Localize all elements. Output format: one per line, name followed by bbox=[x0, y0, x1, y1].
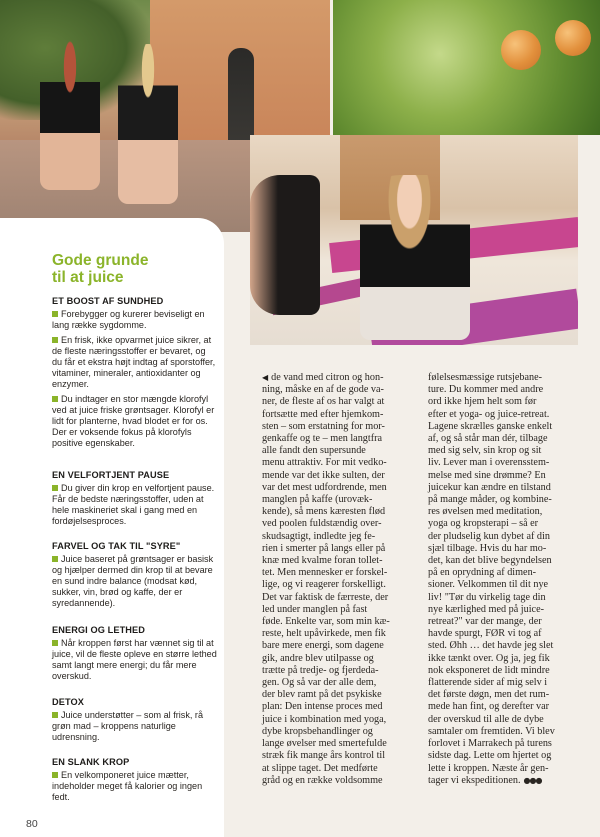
article-line bbox=[262, 701, 414, 713]
article-line-text: på en oprydning af dimen- bbox=[428, 567, 537, 579]
article-line bbox=[428, 616, 580, 628]
article-line-text: havde spurgt, FØR vi tog af bbox=[428, 628, 542, 640]
article-line bbox=[262, 433, 414, 445]
article-line bbox=[428, 689, 580, 701]
article-line bbox=[262, 470, 414, 482]
article-line-text: samtaler om fremtiden. Vi blev bbox=[428, 725, 555, 737]
section-paragraph bbox=[52, 710, 218, 743]
article-line-text: retreat?" var der mange, der bbox=[428, 616, 542, 628]
article-line-text: plan: Den intense proces med bbox=[262, 701, 383, 713]
article-line-text: var det mest udfordrende, men bbox=[262, 481, 387, 493]
orange-fruit bbox=[555, 20, 591, 56]
article-line-text: på mange måder, og kombine- bbox=[428, 494, 552, 506]
article-line bbox=[428, 750, 580, 762]
article-line-text: føde. Enkelte var, som min kæ- bbox=[262, 616, 390, 628]
article-line-text: liv. Lever man i overensstem- bbox=[428, 457, 550, 469]
article-line-text: lange øvelser med smertefulde bbox=[262, 738, 387, 750]
sidebar-section-slank bbox=[52, 757, 218, 807]
article-line bbox=[262, 494, 414, 506]
article-line-text: nok eksponeret de lidt mindre bbox=[428, 664, 550, 676]
article-line-text: gik, andre blev utilpasse og bbox=[262, 652, 374, 664]
article-line-text: dybe kropsbehandlinger og bbox=[262, 725, 373, 737]
article-line bbox=[262, 592, 414, 604]
section-paragraph bbox=[52, 394, 218, 449]
article-line bbox=[262, 640, 414, 652]
article-line bbox=[428, 714, 580, 726]
bullet-square-icon bbox=[52, 556, 58, 562]
article-line-text: følelsesmæssige rutsjebane- bbox=[428, 372, 543, 383]
article-line-text: nye kærlighed med på juice- bbox=[428, 603, 544, 615]
article-line-text: ord ikke hjem helt som før bbox=[428, 396, 537, 408]
sidebar-section-syre bbox=[52, 541, 218, 613]
article-line-text: der pludselig kun dybet af din bbox=[428, 530, 550, 542]
article-line bbox=[262, 763, 414, 775]
article-line bbox=[428, 665, 580, 677]
yoga-photo bbox=[250, 135, 578, 345]
sidebar-section-boost bbox=[52, 296, 218, 453]
sidebar-section-pause bbox=[52, 470, 218, 531]
paragraph-text: Du indtager en stor mængde klorofyl ved at juice friske grøntsager. Klorofyl er lidt for planterne, hvad blodet er for os. Der er voksende fokus på klorofyls positive egenskaber. bbox=[52, 394, 215, 448]
article-line bbox=[262, 482, 414, 494]
article-line-text: ning, måske en af de gode va- bbox=[262, 384, 384, 396]
article-line-text: yoga og kropsterapi – så er bbox=[428, 518, 539, 530]
article-line-text: gen. Og så var der alle dem, bbox=[262, 677, 377, 689]
article-line-text: med sig selv, sin krop og sit bbox=[428, 445, 542, 457]
article-column-2 bbox=[428, 372, 580, 787]
article-line bbox=[262, 579, 414, 591]
article-line-text: reste, helt upåvirkede, men fik bbox=[262, 628, 386, 640]
article-line bbox=[428, 384, 580, 396]
article-line bbox=[428, 555, 580, 567]
article-line bbox=[428, 409, 580, 421]
yoga-participant bbox=[360, 175, 470, 340]
article-line bbox=[428, 494, 580, 506]
article-line bbox=[428, 763, 580, 775]
sidebar-heading-line: Gode grunde bbox=[52, 252, 149, 269]
article-line bbox=[262, 604, 414, 616]
section-paragraph bbox=[52, 554, 218, 609]
section-paragraph bbox=[52, 770, 218, 803]
article-line-text: rien i smerter på langs eller på bbox=[262, 542, 386, 554]
article-line-text: ikke tænkt over. Og ja, jeg fik bbox=[428, 652, 550, 664]
article-line-text: sted. Øhh … det havde jeg slet bbox=[428, 640, 554, 652]
article-line-text: genkaffe og te – men langtfra bbox=[262, 433, 383, 445]
article-line bbox=[428, 726, 580, 738]
article-line-text: led under manglen på fast bbox=[262, 603, 368, 615]
article-line bbox=[428, 433, 580, 445]
article-line bbox=[428, 518, 580, 530]
sidebar-section-energi bbox=[52, 625, 218, 686]
article-line-text: liv! "Tør du virkelig tage din bbox=[428, 591, 546, 603]
article-line bbox=[428, 421, 580, 433]
orange-fruit bbox=[501, 30, 541, 70]
section-paragraph bbox=[52, 335, 218, 390]
article-line-text: bare mere energi, som dagene bbox=[262, 640, 384, 652]
bullet-square-icon bbox=[52, 396, 58, 402]
article-line bbox=[262, 384, 414, 396]
article-line-text: skudsagtigt, indledte jeg fe- bbox=[262, 530, 376, 542]
article-line-text: ner, de fleste af os har valgt at bbox=[262, 396, 385, 408]
article-line bbox=[262, 531, 414, 543]
article-line-text: sjæl tilbage. Hvis du har mo- bbox=[428, 542, 547, 554]
section-title: ET BOOST AF SUNDHED bbox=[52, 296, 164, 306]
continuation-arrow-icon: ◀ bbox=[262, 373, 269, 382]
paragraph-text: Du giver din krop en velfortjent pause. Får de bedste næringsstoffer, uden at hele maskineriet skal i gang med en fordøjelsesproces. bbox=[52, 483, 215, 526]
article-line bbox=[428, 543, 580, 555]
article-line bbox=[428, 567, 580, 579]
article-line-text: manglen på kaffe (urovæk- bbox=[262, 494, 373, 506]
woman-blonde bbox=[118, 44, 178, 204]
page-number: 80 bbox=[26, 818, 38, 830]
yoga-participant bbox=[250, 175, 320, 315]
article-line-text: menu attraktiv. For mit vedko- bbox=[262, 457, 387, 469]
article-line bbox=[428, 628, 580, 640]
article-line-text: trætte på tredje- og fjerdeda- bbox=[262, 664, 379, 676]
article-line bbox=[428, 775, 580, 787]
article-line bbox=[262, 616, 414, 628]
end-of-article-icon: ●●● bbox=[523, 775, 542, 785]
article-line bbox=[262, 665, 414, 677]
article-line-text: alle fandt den supersunde bbox=[262, 445, 366, 457]
article-line-text: fortsætte med efter hjemkom- bbox=[262, 408, 384, 420]
article-line bbox=[262, 738, 414, 750]
article-line-text: der overskud til alle de dybe bbox=[428, 713, 544, 725]
article-line-text: juice i kombination med yoga, bbox=[262, 713, 387, 725]
article-line bbox=[262, 677, 414, 689]
section-title: DETOX bbox=[52, 697, 84, 707]
section-title: EN VELFORTJENT PAUSE bbox=[52, 470, 170, 480]
article-line bbox=[428, 604, 580, 616]
section-paragraph bbox=[52, 638, 218, 682]
article-line-text: der blev ramt på det psykiske bbox=[262, 689, 382, 701]
article-line-text: lette i kroppen. Næste år gen- bbox=[428, 762, 549, 774]
article-line bbox=[428, 445, 580, 457]
article-line-text: sten – som erstatning for mor- bbox=[262, 420, 385, 432]
article-line bbox=[262, 555, 414, 567]
article-line bbox=[262, 506, 414, 518]
article-line-text: det første døgn, men det rum- bbox=[428, 689, 550, 701]
article-line bbox=[428, 457, 580, 469]
article-line bbox=[262, 689, 414, 701]
section-paragraph bbox=[52, 483, 218, 527]
bullet-square-icon bbox=[52, 772, 58, 778]
article-line bbox=[262, 775, 414, 787]
article-line bbox=[262, 396, 414, 408]
paragraph-text: Juice understøtter – som al frisk, rå grøn mad – kroppens naturlige udrensning. bbox=[52, 710, 204, 742]
article-line-text: ved poolen fuldstændig over- bbox=[262, 518, 382, 530]
article-line-text: mede han fint, og derefter var bbox=[428, 701, 550, 713]
article-line-text: melse med sine drømme? En bbox=[428, 469, 546, 481]
article-line bbox=[428, 653, 580, 665]
paragraph-text: Når kroppen først har vænnet sig til at juice, vil de fleste opleve en større lethed samt langt mere energi; du får mere overskud. bbox=[52, 638, 217, 681]
article-line bbox=[262, 750, 414, 762]
article-line bbox=[428, 372, 580, 384]
article-line bbox=[262, 567, 414, 579]
paragraph-text: En frisk, ikke opvarmet juice sikrer, at de fleste næringsstoffer er bevaret, og du får et ekstra højt indtag af sporstoffer, vitaminer, mineraler, antioxidanter og enzymer. bbox=[52, 335, 216, 389]
article-line-text: juicekur kan ændre en tilstand bbox=[428, 481, 551, 493]
bullet-square-icon bbox=[52, 640, 58, 646]
section-title: EN SLANK KROP bbox=[52, 757, 130, 767]
article-line-text: gråd og en række voldsomme bbox=[262, 774, 383, 786]
article-line-text: efter et yoga- og juice-retreat. bbox=[428, 408, 550, 420]
section-title: ENERGI OG LETHED bbox=[52, 625, 145, 635]
article-line bbox=[428, 640, 580, 652]
orange-tree-photo bbox=[333, 0, 600, 135]
article-line-text: flatterende sider af mig selv i bbox=[428, 677, 548, 689]
article-line bbox=[262, 726, 414, 738]
article-line bbox=[262, 628, 414, 640]
article-line-text: at slippe taget. Det medførte bbox=[262, 762, 378, 774]
article-line bbox=[262, 653, 414, 665]
bullet-square-icon bbox=[52, 337, 58, 343]
article-column-1 bbox=[262, 372, 414, 787]
section-title: FARVEL OG TAK TIL "SYRE" bbox=[52, 541, 181, 551]
article-line-text: tager vi ekspeditionen. bbox=[428, 774, 521, 786]
article-line bbox=[262, 372, 414, 384]
article-line bbox=[262, 457, 414, 469]
article-line bbox=[262, 714, 414, 726]
bullet-square-icon bbox=[52, 712, 58, 718]
article-line-text: Det var faktisk de færreste, der bbox=[262, 591, 389, 603]
bullet-square-icon bbox=[52, 485, 58, 491]
article-line-text: knæ med kvalme foran tollet- bbox=[262, 555, 383, 567]
article-line-text: tet. Men mennesker er forskel- bbox=[262, 567, 388, 579]
article-line bbox=[428, 738, 580, 750]
article-line-text: sioner. Velkommen til dit nye bbox=[428, 579, 549, 591]
article-line-text: ture. Du kommer med andre bbox=[428, 384, 544, 396]
article-line-text: sidste dag. Lette om hjertet og bbox=[428, 750, 552, 762]
article-line-text: res øvelsen med meditation, bbox=[428, 506, 543, 518]
article-line bbox=[262, 421, 414, 433]
article-line bbox=[428, 506, 580, 518]
article-line bbox=[428, 531, 580, 543]
article-line bbox=[262, 518, 414, 530]
article-line-text: kende), så mens kæresten flød bbox=[262, 506, 386, 518]
sidebar-section-detox bbox=[52, 697, 218, 747]
article-line bbox=[262, 409, 414, 421]
article-line bbox=[428, 579, 580, 591]
woman-redhead bbox=[40, 40, 100, 190]
article-line-text: forlovet i Marrakech på turens bbox=[428, 738, 552, 750]
article-line-text: de vand med citron og hon- bbox=[271, 372, 384, 383]
article-line-text: mende var det ikke sulten, der bbox=[262, 469, 385, 481]
article-line bbox=[428, 470, 580, 482]
section-paragraph bbox=[52, 309, 218, 331]
sidebar-heading-line: til at juice bbox=[52, 269, 124, 286]
article-line-text: det, kan det blive begyndelsen bbox=[428, 555, 552, 567]
article-line bbox=[262, 445, 414, 457]
article-line-text: af, og så står man dér, tilbage bbox=[428, 433, 548, 445]
article-line bbox=[428, 482, 580, 494]
article-line bbox=[428, 701, 580, 713]
sidebar-heading bbox=[52, 252, 222, 286]
article-line-text: Lagene skrælles ganske enkelt bbox=[428, 420, 553, 432]
bullet-square-icon bbox=[52, 311, 58, 317]
paragraph-text: En velkomponeret juice mætter, indeholder meget få kalorier og ingen fedt. bbox=[52, 770, 203, 802]
article-line bbox=[428, 592, 580, 604]
paragraph-text: Forebygger og kurerer beviseligt en lang række sygdomme. bbox=[52, 309, 205, 330]
article-line bbox=[428, 396, 580, 408]
article-line bbox=[262, 543, 414, 555]
paragraph-text: Juice baseret på grøntsager er basisk og hjælper dermed din krop til at bevare en sund indre balance (modsat kød, sukker, vin, brød og kaffe, der er syredannende). bbox=[52, 554, 214, 608]
article-line-text: stræk fik mange års kontrol til bbox=[262, 750, 386, 762]
article-line bbox=[428, 677, 580, 689]
article-line-text: lige, og vi reagerer forskelligt. bbox=[262, 579, 386, 591]
